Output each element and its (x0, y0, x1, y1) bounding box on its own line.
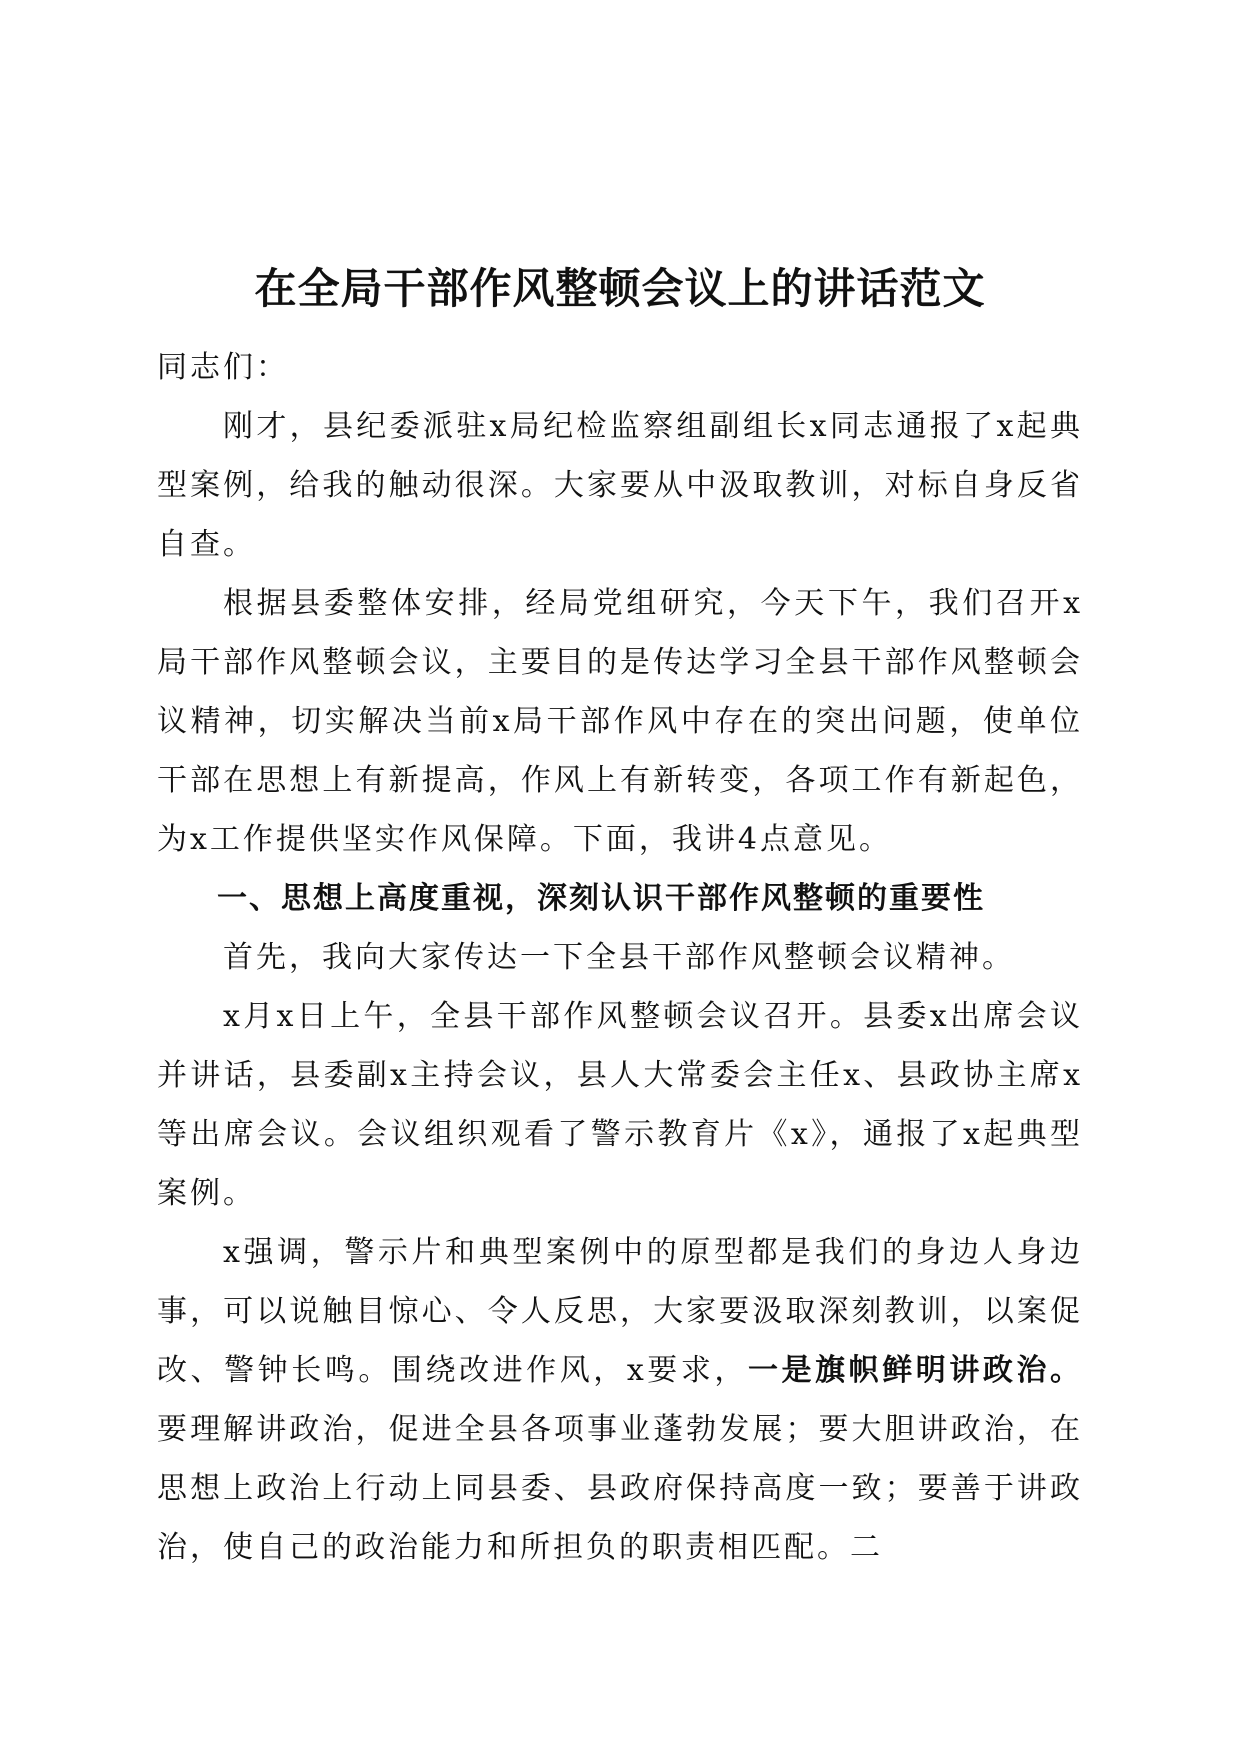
paragraph-5-text-a: x强调，警示片和典型案例中的原型都是我们的身边人身边事，可以说触目惊心、令人反思，大家要汲取深刻教训，以案促改、警钟长鸣。围绕改进作风，x要求， (157, 1235, 1083, 1388)
emphasis-text: 一是旗帜鲜明讲政治。 (747, 1353, 1084, 1388)
paragraph-5-text-b: 要理解讲政治，促进全县各项事业蓬勃发展；要大胆讲政治，在思想上政治上行动上同县委、县政府保持高度一致；要善于讲政治，使自己的政治能力和所担负的职责相匹配。二 (157, 1412, 1083, 1565)
paragraph-4: x月x日上午，全县干部作风整顿会议召开。县委x出席会议并讲话，县委副x主持会议，县人大常委会主任x、县政协主席x等出席会议。会议组织观看了警示教育片《x》，通报了x起典型案例。 (157, 999, 1083, 1211)
section-heading: 一、思想上高度重视，深刻认识干部作风整顿的重要性 (217, 881, 985, 916)
paragraph-1: 刚才，县纪委派驻x局纪检监察组副组长x同志通报了x起典型案例，给我的触动很深。大家要从中汲取教训，对标自身反省自查。 (157, 409, 1083, 562)
paragraph-3: 首先，我向大家传达一下全县干部作风整顿会议精神。 (223, 940, 1015, 975)
document-body (157, 338, 1083, 1577)
document-title: 在全局干部作风整顿会议上的讲话范文 (254, 264, 986, 313)
paragraph-2: 根据县委整体安排，经局党组研究，今天下午，我们召开x局干部作风整顿会议，主要目的是传达学习全县干部作风整顿会议精神，切实解决当前x局干部作风中存在的突出问题，使单位干部在思想上有新提高，作风上有新转变，各项工作有新起色，为x工作提供坚实作风保障。下面，我讲4点意见。 (157, 586, 1083, 857)
salutation: 同志们： (157, 350, 289, 385)
paragraph-5 (157, 1223, 1083, 1577)
